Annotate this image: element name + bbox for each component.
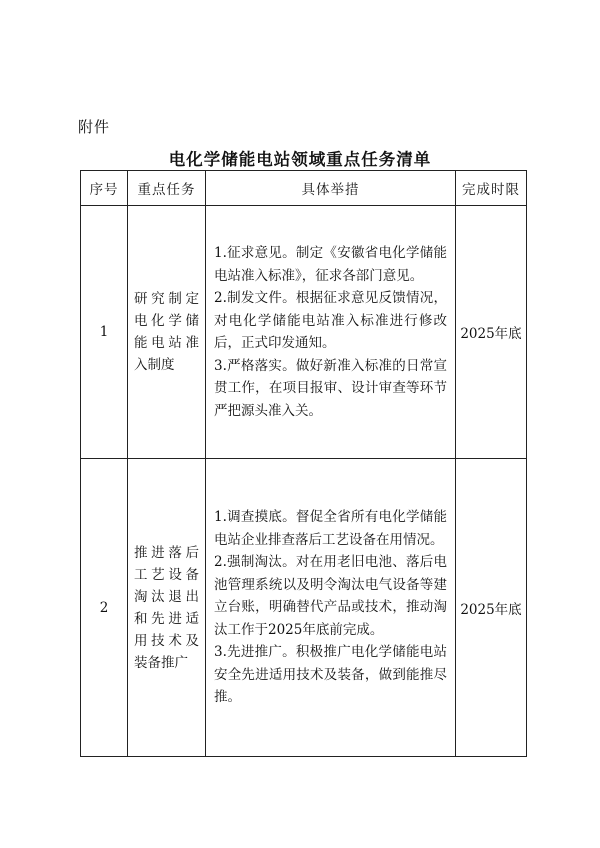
measure-line: 3.先进推广。积极推广电化学储能电站 [214,644,447,661]
measure-line: 2.制发文件。根据征求意见反馈情况， [214,290,447,306]
row-number: 2 [81,459,128,757]
measure-line: 1.征求意见。制定《安徽省电化学储能 [214,245,447,261]
row-task [128,206,206,459]
measure-line: 贯工作，在项目报审、设计审查等环节 [214,380,447,396]
measure-line: 对电化学储能电站准入标准进行修改 [214,312,447,329]
row-task [128,459,206,757]
header-measures: 具体举措 [206,171,456,206]
table-row [81,206,527,459]
row-deadline: 2025年底 [456,206,527,459]
measure-line: 3.严格落实。做好新准入标准的日常宣 [214,357,447,374]
task-line: 研究制定 [134,291,199,307]
task-line: 推进落后 [134,544,199,561]
task-line: 淘汰退出 [134,588,199,605]
row-number: 1 [81,206,128,459]
task-line: 入制度 [134,357,175,373]
measure-line: 电站准入标准》，征求各部门意见。 [214,267,424,284]
task-line: 能电站准 [134,335,199,351]
task-line: 和先进适 [134,610,199,627]
header-deadline: 完成时限 [456,171,527,206]
task-line: 用技术及 [134,632,199,649]
measure-line: 2.强制淘汰。对在用老旧电池、落后电 [214,554,447,571]
measure-line: 汰工作于2025年底前完成。 [214,621,384,638]
measure-line: 严把源头准入关。 [214,402,322,419]
document-title: 电化学储能电站领域重点任务清单 [168,150,432,169]
table-row [81,459,527,757]
task-line: 工艺设备 [134,566,199,583]
header-number: 序号 [81,171,128,206]
measure-line: 后，正式印发通知。 [214,335,336,351]
task-line: 装备推广 [134,654,188,671]
measure-line: 池管理系统以及明令淘汰电气设备等建 [214,576,447,593]
measure-line: 电站企业排查落后工艺设备在用情况。 [214,531,444,548]
table-header-row [81,171,527,206]
measure-line: 1.调查摸底。督促全省所有电化学储能 [214,509,447,526]
row-measures [206,206,456,459]
row-measures [206,459,456,757]
measure-line: 立台账，明确替代产品或技术，推动淘 [214,599,447,616]
row-deadline: 2025年底 [456,459,527,757]
measure-line: 安全先进适用技术及装备，做到能推尽 [214,666,447,683]
task-table [80,170,527,757]
task-line: 电化学储 [134,313,199,329]
attachment-label: 附件 [78,118,111,136]
measure-line: 推。 [214,689,241,706]
header-task: 重点任务 [128,171,206,206]
